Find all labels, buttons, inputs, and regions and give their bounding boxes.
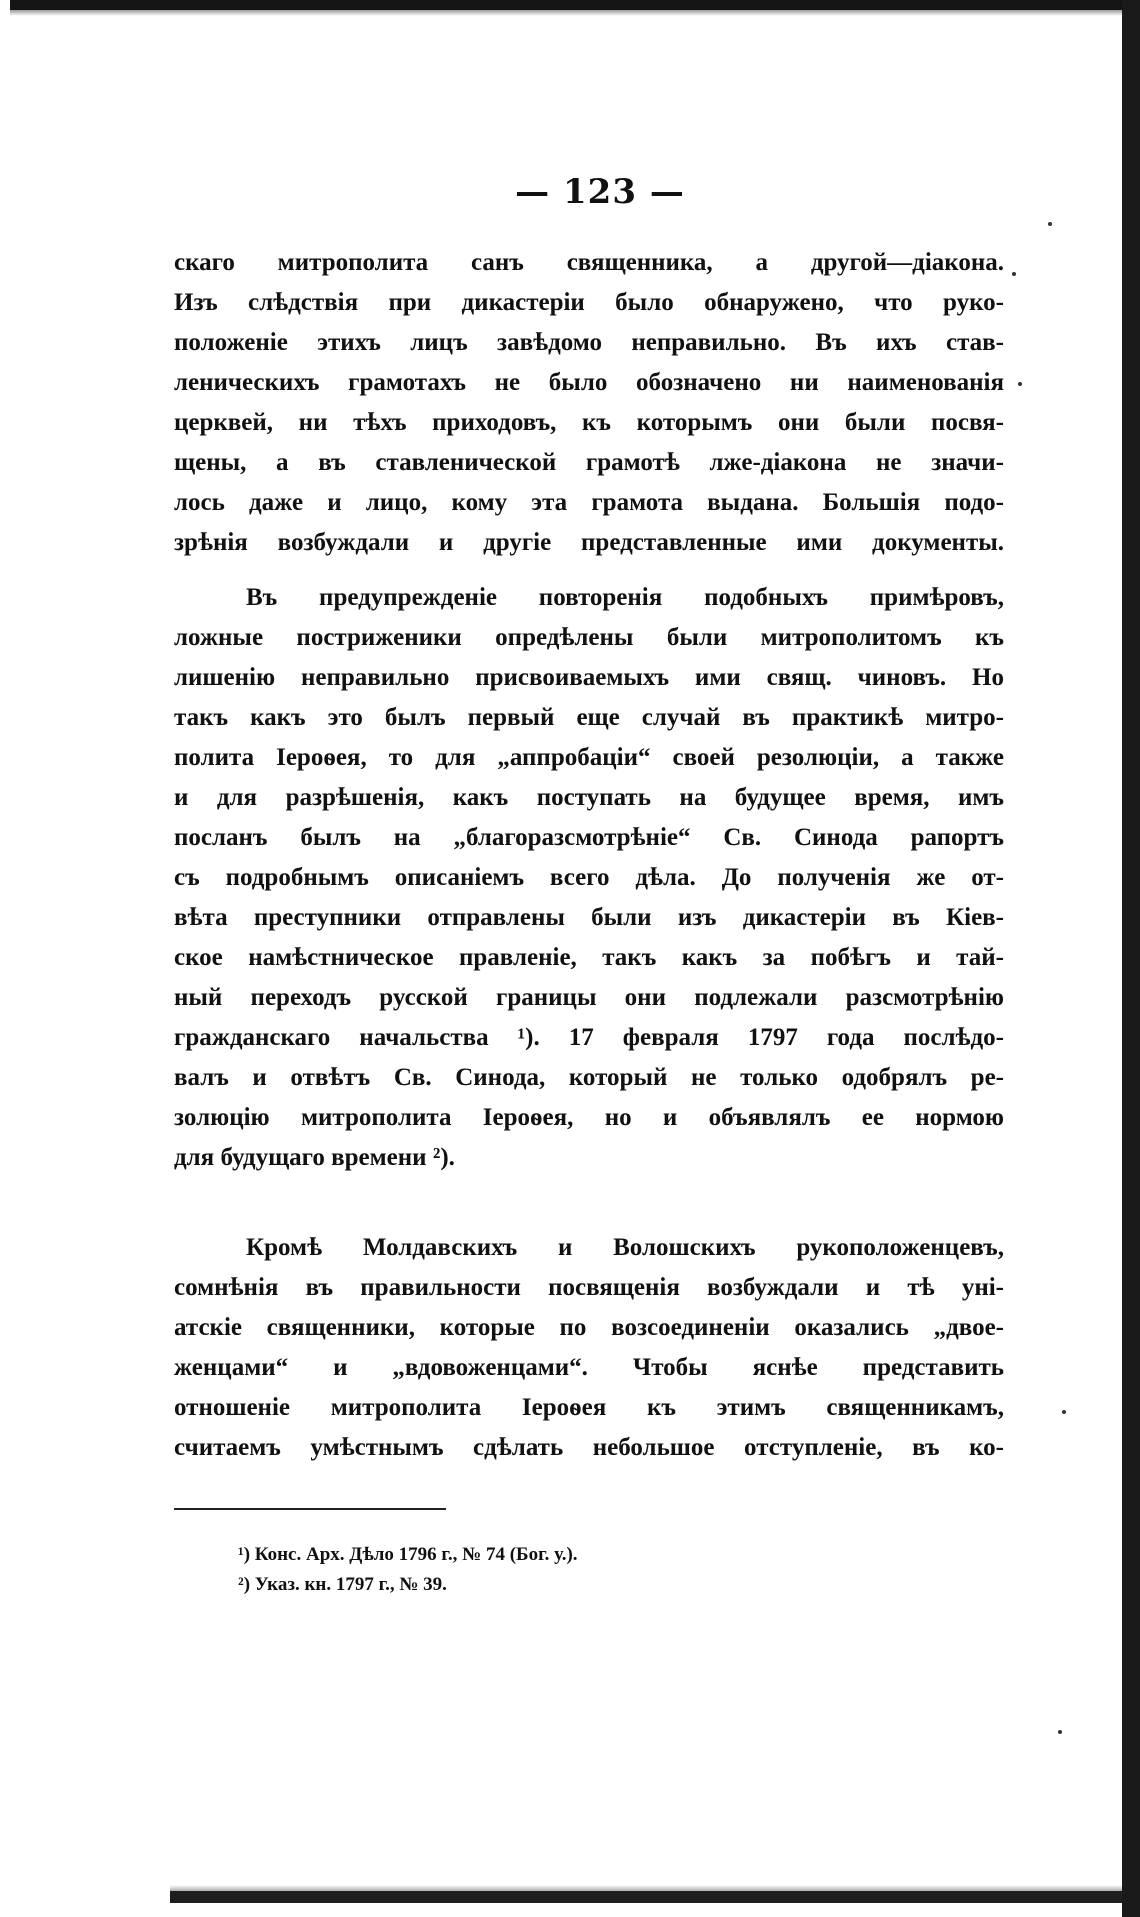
page-number: — 123 — xyxy=(515,172,685,212)
scan-edge-bottom xyxy=(170,1891,1122,1903)
text-line: съ подробнымъ описаніемъ всего дѣла. До полученія же от- xyxy=(174,864,1004,891)
text-line: сомнѣнія въ правильности посвященія возбуждали и тѣ уні- xyxy=(174,1274,1004,1301)
footnote-1: ¹) Конс. Арх. Дѣло 1796 г., № 74 (Бог. у.). xyxy=(238,1544,578,1565)
text-line: ный переходъ русской границы они подлежали разсмотрѣнію xyxy=(174,984,1004,1011)
text-line: посланъ былъ на „благоразсмотрѣніе“ Св. Синода рапортъ xyxy=(174,824,1004,851)
text-line: гражданскаго начальства ¹). 17 февраля 1797 года послѣдо- xyxy=(174,1024,1004,1051)
text-line: ложные постриженики опредѣлены были митрополитомъ къ xyxy=(174,624,1004,651)
text-line: вѣта преступники отправлены были изъ дикастеріи въ Кіев- xyxy=(174,904,1004,931)
scan-edge-top xyxy=(10,0,1140,10)
text-line: Кромѣ Молдавскихъ и Волошскихъ рукоположенцевъ, xyxy=(246,1234,1004,1261)
text-line: церквей, ни тѣхъ приходовъ, къ которымъ они были посвя- xyxy=(174,409,1004,436)
text-line: леническихъ грамотахъ не было обозначено ни наименованія xyxy=(174,369,1004,396)
scan-speck xyxy=(1018,382,1022,386)
text-line: лишенію неправильно присвоиваемыхъ ими свящ. чиновъ. Но xyxy=(174,664,1004,691)
text-line: золюцію митрополита Іероѳея, но и объявлялъ ее нормою xyxy=(174,1104,1004,1131)
scan-speck xyxy=(1062,1410,1066,1414)
text-line: щены, а въ ставленической грамотѣ лже-діакона не значи- xyxy=(174,449,1004,476)
scan-speck xyxy=(1048,222,1052,226)
text-line: женцами“ и „вдовоженцами“. Чтобы яснѣе представить xyxy=(174,1354,1004,1381)
text-line: лось даже и лицо, кому эта грамота выдана. Большія подо- xyxy=(174,489,1004,516)
text-line: валъ и отвѣтъ Св. Синода, который не только одобрялъ ре- xyxy=(174,1064,1004,1091)
scan-speck xyxy=(1058,1730,1062,1734)
text-line: для будущаго времени ²). xyxy=(174,1144,455,1171)
footnotes xyxy=(238,1540,578,1600)
text-line: ское намѣстническое правленіе, такъ какъ за побѣгъ и тай- xyxy=(174,944,1004,971)
text-line: отношеніе митрополита Іероѳея къ этимъ священникамъ, xyxy=(174,1394,1004,1421)
text-line: зрѣнія возбуждали и другіе представленные ими документы. xyxy=(174,529,1004,556)
text-line: и для разрѣшенія, какъ поступать на будущее время, имъ xyxy=(174,784,1004,811)
text-line: скаго митрополита санъ священника, а другой—діакона. xyxy=(174,249,1004,276)
paragraph-3 xyxy=(174,1228,1004,1468)
text-line: Изъ слѣдствія при дикастеріи было обнаружено, что руко- xyxy=(174,289,1004,316)
text-line: Въ предупрежденіе повторенія подобныхъ примѣровъ, xyxy=(246,584,1004,611)
scan-edge-right xyxy=(1122,0,1140,1917)
paragraph-1 xyxy=(174,243,1004,563)
scan-speck xyxy=(1012,272,1016,276)
text-line: такъ какъ это былъ первый еще случай въ практикѣ митро- xyxy=(174,704,1004,731)
footnote-2: ²) Указ. кн. 1797 г., № 39. xyxy=(238,1574,447,1595)
paragraph-2 xyxy=(174,578,1004,1178)
scan-edge-top-shadow xyxy=(10,10,1140,16)
text-line: положеніе этихъ лицъ завѣдомо неправильно. Въ ихъ став- xyxy=(174,329,1004,356)
footnote-divider xyxy=(174,1508,446,1510)
text-line: атскіе священники, которые по возсоединеніи оказались „двое- xyxy=(174,1314,1004,1341)
text-line: считаемъ умѣстнымъ сдѣлать небольшое отступленіе, въ ко- xyxy=(174,1434,1004,1461)
text-line: полита Іероѳея, то для „аппробаціи“ своей резолюціи, а также xyxy=(174,744,1004,771)
